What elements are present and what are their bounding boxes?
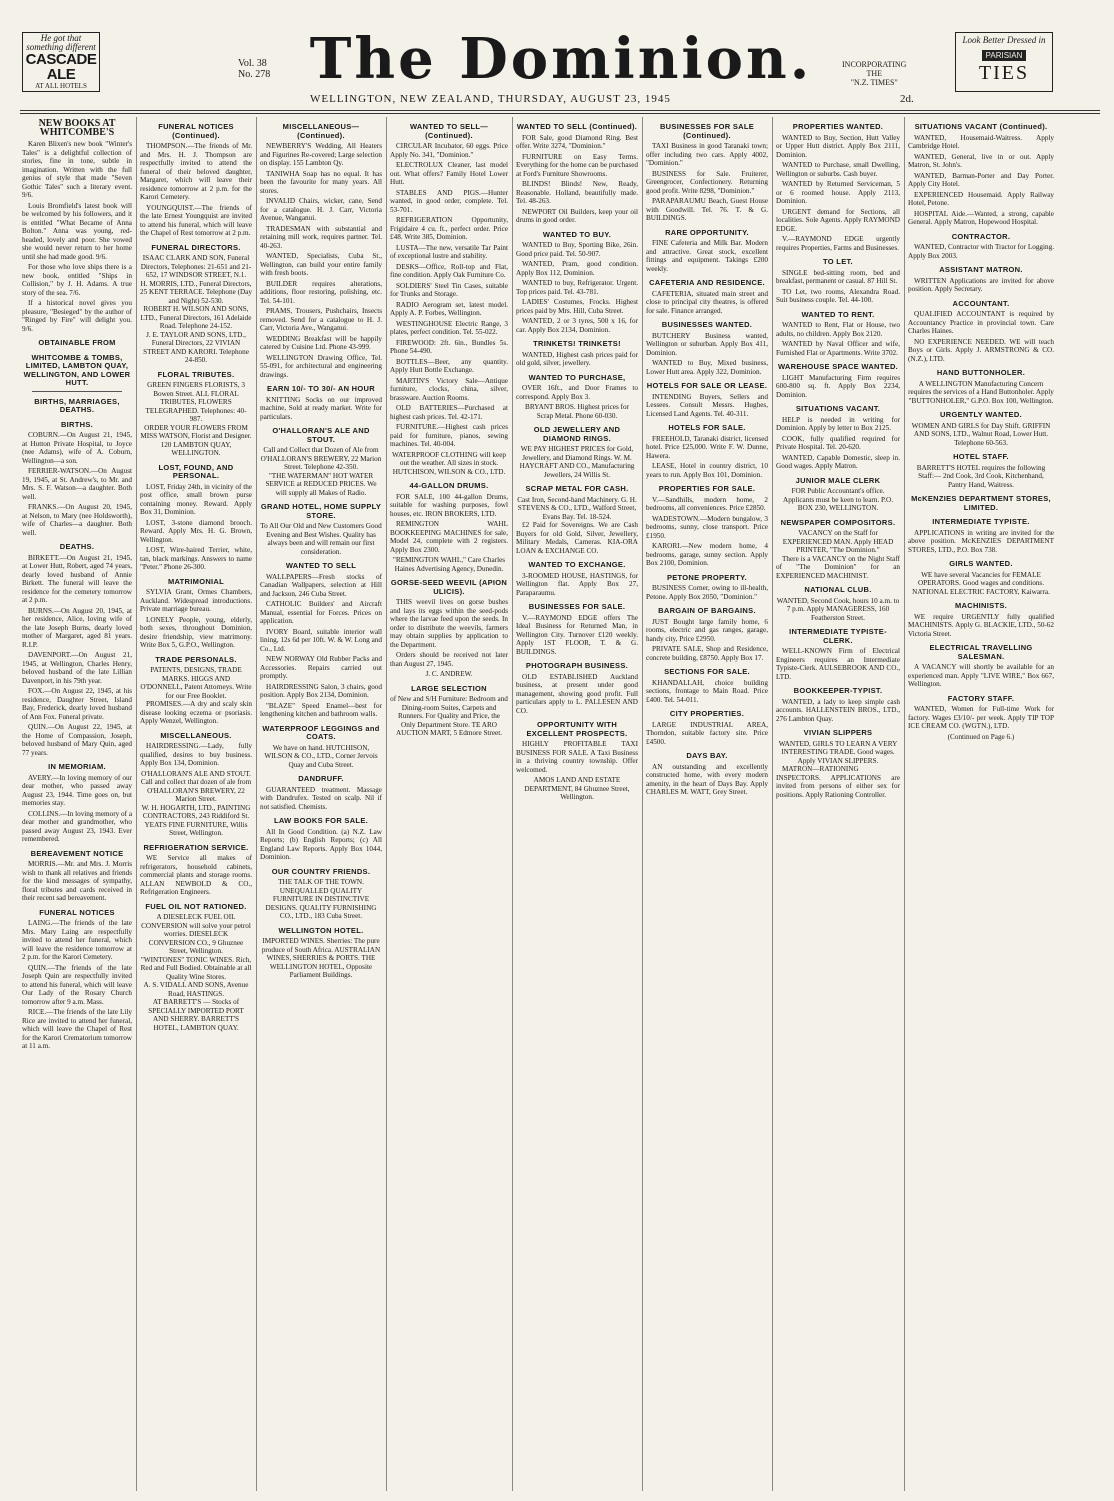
section-heading: WANTED TO RENT. <box>801 309 875 319</box>
notice-paragraph: PRIVATE SALE, Shop and Residence, concrete building, £8750. Apply Box 17. <box>646 645 768 662</box>
section-heading: WANTED TO SELL (Continued). <box>516 122 638 131</box>
notice-paragraph: SINGLE bed-sitting room, bed and breakfast, permanent or casual. 87 Hill St. <box>776 268 900 285</box>
notice-paragraph: URGENT demand for Sections, all localities. Sole Agents. Apply RAYMOND EDGE. <box>776 207 900 233</box>
column-separator <box>256 117 257 1491</box>
section-heading: OUR COUNTRY FRIENDS. <box>271 866 371 876</box>
masthead <box>0 0 1114 92</box>
notice-paragraph: A VACANCY will shortly be available for an experienced man. Apply "LIVE WIRE," Box 667, Wellington. <box>908 663 1054 688</box>
notice-paragraph: THIS weevil lives on gorse bushes and lays its eggs within the seed-pods where the larvae feed upon the seeds. In order to distribute the weevils, farmers may obtain supplies by application to the Department. <box>390 598 508 649</box>
column-2 <box>140 117 252 1491</box>
section-heading: MATRIMONIAL <box>167 576 225 586</box>
section-heading: BIRTHS, MARRIAGES, DEATHS. <box>34 396 120 414</box>
advert-paragraph: ROBERT H. WILSON AND SONS, LTD., Funeral Directors, 161 Adelaide Road. Telephone 24-152. <box>140 305 252 330</box>
notice-paragraph: WALLPAPERS—Fresh stocks of Canadian Wallpapers, selection at Hill and Jackson, 246 Cuba Street. <box>260 572 382 598</box>
notice-paragraph: THOMPSON.—The friends of Mr. and Mrs. H. J. Thompson are respectfully invited to attend the funeral of their beloved daughter, Margaret, which will leave their residence tomorrow at 2 p.m. for the Karori Cemetery. <box>140 142 252 201</box>
notice-paragraph: OLD ESTABLISHED Auckland business, at present under good management, showing good profit. Full particulars apply to L. PALLESEN AND CO. <box>516 672 638 715</box>
section-heading: DEATHS. <box>59 542 95 551</box>
continued-note: (Continued on Page 6.) <box>947 732 1015 741</box>
column-separator <box>512 117 513 1491</box>
notice-paragraph: WE require URGENTLY fully qualified MACHINISTS. Apply G. BLACKIE, LTD., 50-62 Victoria Street. <box>908 612 1054 638</box>
notice-paragraph: WEDDING Breakfast will be happily catered by Cuisine Ltd. Phone 43-999. <box>260 334 382 351</box>
notice-paragraph: FOR Sale, good Diamond Ring. Best offer. Write 3274, "Dominion." <box>516 133 638 150</box>
advert-paragraph: WE have several Vacancies for FEMALE OPERATORS. Good wages and conditions. NATIONAL ELECTRIC FACTORY, Kaiwarra. <box>912 570 1050 596</box>
notice-paragraph: WANTED, Highest cash prices paid for old gold, silver, jewellery. <box>516 350 638 367</box>
section-heading: BIRTHS. <box>60 419 94 429</box>
advert-paragraph: WOMEN AND GIRLS for Day Shift. GRIFFIN AND SONS, LTD., Walnut Road, Lower Hutt. Telephone 60-563. <box>911 421 1051 447</box>
notice-paragraph: COOK, fully qualified required for Private Hospital. Tel. 20-620. <box>776 434 900 451</box>
notice-paragraph: TO Let, two rooms, Alexandra Road. Suit business couple. Tel. 44-100. <box>776 287 900 304</box>
notice-paragraph: REFRIGERATION Opportunity, Frigidaire 4 cu. ft., perfect order. Price £48. Write 385, Dominion. <box>390 216 508 241</box>
notice-paragraph: WANTED, General, live in or out. Apply Matron, St. John's. <box>908 152 1054 169</box>
section-heading: IN MEMORIAM. <box>48 762 106 771</box>
notice-paragraph: OVER 16ft., and Door Frames to correspond. Apply Box 3. <box>516 384 638 401</box>
section-heading: VIVIAN SLIPPERS <box>803 728 873 737</box>
notice-paragraph: NEWBERRY'S Wedding, All Heaters and Figurines Re-covered; Large selection on display. 155 Lambton Qy. <box>260 142 382 167</box>
parisian-ties-advert <box>955 32 1053 92</box>
masthead-rule <box>20 110 1100 111</box>
section-heading: WANTED TO SELL <box>285 561 357 570</box>
incorporating-note <box>842 60 906 87</box>
section-heading: FLORAL TRIBUTES. <box>157 369 235 379</box>
section-heading: HOTEL STAFF. <box>953 452 1009 461</box>
notice-paragraph: LAING.—The friends of the late Mrs. Mary Laing are respectfully invited to attend her funeral, which will leave the residence tomorrow at 2 p.m. for the Karori Cemetery. <box>22 919 132 961</box>
notice-paragraph: PARAPARAUMU Beach, Guest House with Goodwill. Tel. 76. T. & G. BUILDINGS. <box>646 197 768 222</box>
section-heading: ASSISTANT MATRON. <box>939 265 1023 274</box>
article-paragraph: Karen Blixen's new book "Winter's Tales" is a delightful collection of stories, fine in tone, subtle in imagination. Written with the full genius of style that made "Seven Gothic Tales" such a literary event. 9/6. <box>22 140 132 199</box>
notice-paragraph: AVERY.—In loving memory of our dear mother, who passed away August 23, 1944. Time goes on, but memories stay. <box>22 773 132 807</box>
section-heading: 44-GALLON DRUMS. <box>409 481 489 490</box>
column-3 <box>260 117 382 1491</box>
section-heading: INTERMEDIATE TYPISTE-CLERK. <box>789 627 887 645</box>
section-heading: PHOTOGRAPH BUSINESS. <box>525 661 629 670</box>
section-heading: SECTIONS FOR SALE. <box>664 667 750 676</box>
section-heading: WATERPROOF LEGGINGS and COATS. <box>262 723 380 741</box>
notice-paragraph: "BLAZE" Speed Enamel—best for lengthening kitchen and bathroom walls. <box>260 701 382 718</box>
advert-paragraph: WE PAY HIGHEST PRICES for Gold, Jewellery, and Diamond Rings. W. M. HAYCRAFT AND CO., Manufacturing Jewellers, 24 Willis St. <box>519 445 635 479</box>
advert-paragraph: GUARANTEED treatment. Massage with Dandrufex. Tested on scalp. Nil if not satisfied. Chemists. <box>260 785 382 811</box>
notice-paragraph: LEASE, Hotel in country district, 10 years to run. Apply Box 101, Dominion. <box>646 462 768 479</box>
section-heading: BOOKKEEPER-TYPIST. <box>793 686 883 695</box>
notice-paragraph: LONELY People, young, elderly, both sexes, throughout Dominion, desire friendship, view matrimony. Write Box 5, G.P.O., Wellington. <box>140 615 252 649</box>
advert-paragraph: VACANCY on the Staff for EXPERIENCED MAN. Apply HEAD PRINTER, "The Dominion." <box>782 529 894 554</box>
advert-paragraph: To All Our Old and New Customers Good Evening and Best Wishes. Quality has always been and will remain our first consideration. <box>260 522 382 556</box>
advert-paragraph: "WINTONES" TONIC WINES. Rich, Red and Full Bodied. Obtainable at all Quality Wine Stores. <box>140 955 252 981</box>
advert-paragraph: THE TALK OF THE TOWN. UNEQUALLED QUALITY FURNITURE IN DISTINCTIVE DESIGNS. QUALITY FURNISHING CO., LTD., 183 Cuba Street. <box>265 878 377 920</box>
notice-paragraph: MARTIN'S Victory Sale—Antique furniture, clocks, china, silver, brassware. Auction Rooms. <box>390 376 508 402</box>
advert-paragraph: All In Good Condition. (a) N.Z. Law Reports; (b) English Reports; (c) All England Law Reports. Apply Box 1044, Dominion. <box>260 827 382 861</box>
advert-paragraph: H. MORRIS, LTD., Funeral Directors, 25 KENT TERRACE. Telephone (Day and Night) 52-530. <box>140 279 252 305</box>
notice-paragraph: COBURN.—On August 21, 1945, at Hutton Private Hospital, to Joyce (nee Adams), wife of A. Coburn, Wellington—a son. <box>22 431 132 465</box>
notice-paragraph: KHANDALLAH, choice building sections, frontage to Main Road. Price £400. Tel. 54-011. <box>646 678 768 704</box>
advert-paragraph: of New and S/H Furniture: Bedroom and Dining-room Suites, Carpets and Runners. For Quality and Price, the Only Department Store. TE ARO AUCTION MART, 5 Edmore Street. <box>390 695 508 737</box>
notice-paragraph: CAFETERIA, situated main street and close to principal city theatres, is offered for sale. Finance arranged. <box>646 289 768 315</box>
notice-paragraph: KNITTING Socks on our improved machine, Sold at ready market. Write for particulars. <box>260 395 382 421</box>
advert-paragraph: AT BARRETT'S — Stocks of SPECIALLY IMPORTED PORT AND SHERRY. BARRETT'S HOTEL, LAMBTON QUAY. <box>148 998 244 1032</box>
place-and-date: WELLINGTON, NEW ZEALAND, THURSDAY, AUGUST 23, 1945 <box>310 93 671 105</box>
notice-paragraph: FERRIER-WATSON.—On August 19, 1945, at St. Andrew's, to Mr. and Mrs. S. F. Watson—a daughter. Both well. <box>22 467 132 501</box>
section-heading: SITUATIONS VACANT. <box>795 404 881 413</box>
advert-brand: PARISIAN <box>982 50 1027 61</box>
column-6 <box>646 117 768 1491</box>
section-heading: WANTED TO BUY. <box>542 229 612 239</box>
column-1 <box>22 117 132 1491</box>
section-heading: HAND BUTTONHOLER. <box>936 368 1026 377</box>
column-separator <box>642 117 643 1491</box>
notice-paragraph: QUALIFIED ACCOUNTANT is required by Accountancy Practice in provincial town. Care Charles Haines. <box>908 310 1054 335</box>
section-heading: CONTRACTOR. <box>951 231 1011 241</box>
section-heading: RARE OPPORTUNITY. <box>665 227 749 237</box>
column-4 <box>390 117 508 1491</box>
section-heading: BUSINESSES WANTED. <box>661 320 753 329</box>
section-heading: SITUATIONS VACANT (Continued). <box>914 122 1048 131</box>
notice-paragraph: DAVENPORT.—On August 21, 1945, at Wellington, Charles Henry, beloved husband of the late Lillian Davenport, in his 79th year. <box>22 651 132 685</box>
notice-paragraph: WANTED, 2 or 3 tyres, 500 x 16, for car. Apply Box 2134, Dominion. <box>516 317 638 334</box>
notice-paragraph: V.—RAYMOND EDGE urgently requires Properties, Farms and Businesses. <box>776 235 900 252</box>
notice-paragraph: LARGE INDUSTRIAL AREA, Thorndon, suitable factory site. Price £4500. <box>646 720 768 746</box>
notice-paragraph: BUILDER requires alterations, additions, floor restoring, polishing, etc. Tel. 54-101. <box>260 279 382 305</box>
section-heading: FACTORY STAFF. <box>947 693 1015 703</box>
section-heading: URGENTLY WANTED. <box>940 410 1022 419</box>
notice-paragraph: Orders should be received not later than August 27, 1945. <box>390 651 508 668</box>
section-heading: ELECTRICAL TRAVELLING SALESMAN. <box>929 643 1033 661</box>
notice-paragraph: SYLVIA Grant, Ormes Chambers, Auckland. Widespread introductions. Private marriage bureau. <box>140 588 252 613</box>
notice-paragraph: WANTED to Buy, Sporting Bike, 26in. Good price paid. Tel. 50-907. <box>516 241 638 258</box>
advert-paragraph: FOR Public Accountant's office. Applicants must be keen to learn. P.O. BOX 230, WELLINGTON. <box>783 487 893 512</box>
section-heading: FUNERAL NOTICES <box>39 907 115 917</box>
notice-paragraph: QUIN.—On August 22, 1945, at the Home of Compassion, Joseph, beloved husband of Mary Quin, aged 77 years. <box>22 723 132 757</box>
notice-paragraph: V.—Sandhills, modern home, 2 bedrooms, all conveniences. Price £2850. <box>646 495 768 512</box>
notice-paragraph: TRADESMAN with substantial and retaining mill work, requires partner. Tel. 40-263. <box>260 224 382 250</box>
notice-paragraph: FURNITURE.—Highest cash prices paid for furniture, pianos, sewing machines. Tel. 40-004. <box>390 423 508 448</box>
notice-paragraph: FINE Cafeteria and Milk Bar. Modern and attractive. Great stock, excellent fittings and equipment. Takings £200 weekly. <box>646 239 768 273</box>
notice-paragraph: SOLDIERS' Steel Tin Cases, suitable for Trunks and Storage. <box>390 281 508 298</box>
advert-paragraph: BRYANT BROS. Highest prices for Scrap Metal. Phone 60-030. <box>525 403 629 420</box>
advert-paragraph: YEATS FINE FURNITURE, Willis Street, Wellington. <box>144 820 248 837</box>
section-heading: WANTED TO PURCHASE, <box>528 372 626 382</box>
advert-paragraph: We have on hand. HUTCHISON, WILSON & CO., LTD., Corner Jervois Quay and Cuba Street. <box>264 743 378 769</box>
notice-paragraph: LUSTA—The new, versatile Tar Paint of exceptional lustre and stability. <box>390 243 508 260</box>
section-heading: NEWSPAPER COMPOSITORS. <box>780 517 896 527</box>
section-heading: WANTED TO EXCHANGE. <box>528 560 626 569</box>
section-heading: WELLINGTON HOTEL. <box>278 925 364 935</box>
notice-paragraph: DESKS—Office, Roll-top and Flat, fine condition. Apply Oak Furniture Co. <box>390 262 508 279</box>
notice-paragraph: FOX.—On August 22, 1945, at his residence, Daughter Street, Island Bay, Frederick, dearly loved husband of Ann Fox. Funeral private. <box>22 687 132 721</box>
advert-paragraph: Cast Iron, Second-hand Machinery. G. H. STEVENS & CO., LTD., Walford Street, Evans Bay. Tel. 18-524. <box>517 495 637 521</box>
notice-paragraph: REMINGTON WAHL BOOKKEEPING MACHINES for sale, Model 24, complete with 2 registers. Apply Box 2300. <box>390 520 508 554</box>
advert-paragraph: ORDER YOUR FLOWERS FROM MISS WATSON, Florist and Designer. 120 LAMBTON QUAY, WELLINGTON. <box>140 423 252 457</box>
section-heading: JUNIOR MALE CLERK <box>795 475 881 485</box>
notice-paragraph: WESTINGHOUSE Electric Range, 3 plates, perfect condition. Tel. 55-022. <box>390 319 508 336</box>
section-heading: SCRAP METAL FOR CASH. <box>525 484 629 493</box>
advert-paragraph: W. H. HOGARTH, LTD., PAINTING CONTRACTORS, 243 Riddiford St. <box>141 803 251 820</box>
advert-paragraph: J. E. TAYLOR AND SONS, LTD., Funeral Directors, 22 VIVIAN STREET AND KARORI. Telephone 24-850. <box>143 330 249 364</box>
notice-paragraph: WANTED, Pram, good condition. Apply Box 112, Dominion. <box>516 260 638 277</box>
section-heading: DAYS BAY. <box>686 751 728 760</box>
article-paragraph: If a historical novel gives you pleasure, "Besieged" by the author of "Ringed by Fire" will delight you. 9/6. <box>22 299 132 333</box>
advert-tagline: He got that something different <box>26 33 96 52</box>
section-heading: PROPERTIES WANTED. <box>792 122 884 131</box>
section-heading: MISCELLANEOUS—(Continued). <box>282 122 360 140</box>
section-heading: PETONE PROPERTY. <box>666 572 748 582</box>
section-heading: WHITCOMBE & TOMBS, LIMITED, LAMBTON QUAY, WELLINGTON, AND LOWER HUTT. <box>23 352 131 387</box>
advert-paragraph: Call and Collect that Dozen of Ale from O'HALLORAN'S BREWERY, 22 Marion Street. Telephone 42-350. <box>260 446 382 471</box>
section-heading: FUEL OIL NOT RATIONED. <box>145 901 247 911</box>
notice-paragraph: PRAMS, Trousers, Pushchairs, Insects removed. Send for a catalogue to H. J. Carr, Victoria Ave., Wanganui. <box>260 307 382 332</box>
notice-paragraph: HOSPITAL Aide.—Wanted, a strong, capable General. Apply Matron, Hopewood Hospital. <box>908 209 1054 226</box>
price: 2d. <box>900 93 914 105</box>
notice-paragraph: WANTED, Women for Full-time Work for factory. Wages £3/10/- per week. Apply TIP TOP ICE CREAM CO. (WGTN.), LTD. <box>908 705 1054 730</box>
notice-paragraph: BUTCHERY Business wanted, Wellington or suburban. Apply Box 411, Dominion. <box>646 331 768 357</box>
section-heading: ACCOUNTANT. <box>952 298 1010 308</box>
section-heading: BUSINESSES FOR SALE. <box>528 602 626 611</box>
notice-paragraph: BOTTLES—Beer, any quantity. Apply Hutt Bottle Exchange. <box>390 357 508 374</box>
advert-brand: CASCADE <box>25 51 97 68</box>
section-heading: GRAND HOTEL, HOME SUPPLY STORE. <box>260 502 382 520</box>
notice-paragraph: £2 Paid for Sovereigns. We are Cash Buyers for old Gold, Silver, Jewellery, Military Medals, Cameras. KIA-ORA LOAN & EXCHANGE CO. <box>516 521 638 555</box>
advert-paragraph: WE Service all makes of refrigerators, household cabinets, commercial plants and storage rooms. ALLAN NEWBOLD & CO., Refrigeration Engineers. <box>140 854 252 896</box>
advert-paragraph: IMPORTED WINES. Sherries: The pure produce of South Africa. AUSTRALIAN WINES, SHERRIES & PORTS. THE WELLINGTON HOTEL, Opposite Parliament Buildings. <box>261 937 381 979</box>
section-heading: OPPORTUNITY WITH EXCELLENT PROSPECTS. <box>526 720 628 738</box>
notice-paragraph: MATRON—RATIONING INSPECTORS. APPLICATIONS are invited from persons of either sex for positions. Apply Rationing Controller. <box>776 765 900 799</box>
column-separator <box>136 117 137 1491</box>
notice-paragraph: INTENDING Buyers, Sellers and Lessees. Consult Messrs. Hughes, Licensed Land Agents. Tel. 40-311. <box>646 392 768 418</box>
section-heading: O'HALLORAN'S ALE AND STOUT. <box>272 426 370 444</box>
section-heading: FUNERAL NOTICES (Continued). <box>158 122 234 140</box>
section-heading: LOST, FOUND, AND PERSONAL. <box>158 462 234 480</box>
section-heading: REFRIGERATION SERVICE. <box>143 842 249 852</box>
notice-paragraph: YOUNGQUIST.—The friends of the late Ernest Youngquist are invited to attend his funeral, which will leave the Chapel of Rest tomorrow at 2 p.m. <box>140 203 252 237</box>
advert-paragraph: WANTED, Second Cook, hours 10 a.m. to 7 p.m. Apply MANAGERESS, 160 Featherston Street. <box>776 596 900 622</box>
notice-paragraph: BLINDS! Blinds! New, Ready, Reasonable. Holland, beautifully made. Tel. 48-263. <box>516 180 638 205</box>
notice-paragraph: WANTED to Buy, Section, Hutt Valley or Upper Hutt district. Apply Box 2111, Dominion. <box>776 133 900 159</box>
notice-paragraph: BIRKETT.—On August 21, 1945, at Lower Hutt, Robert, aged 74 years, dearly loved husband of Annie Birkett. The funeral will leave the residence for the cemetery tomorrow at 2 p.m. <box>22 553 132 604</box>
notice-paragraph: BURNS.—On August 20, 1945, at her residence, Alice, loving wife of the late Joseph Burns, dearly loved mother of Margaret, aged 81 years. R.I.P. <box>22 606 132 649</box>
section-heading: BUSINESSES FOR SALE (Continued). <box>659 122 755 140</box>
advert-paragraph: ISAAC CLARK AND SON, Funeral Directors, Telephones: 21-651 and 21-652, 17 WINDSOR STREET, N.1. <box>140 254 252 279</box>
notice-paragraph: WELLINGTON Drawing Office, Tel. 55-091, for architectural and engineering drawings. <box>260 353 382 379</box>
section-heading: TRINKETS! TRINKETS! <box>533 339 621 348</box>
notice-paragraph: WADESTOWN.—Modern bungalow, 3 bedrooms, sunny, close transport. Price £1950. <box>646 514 768 540</box>
notice-paragraph: WANTED, Barman-Porter and Day Porter. Apply City Hotel. <box>908 171 1054 188</box>
notice-paragraph: EXPERIENCED Housemaid. Apply Railway Hotel, Petone. <box>908 190 1054 207</box>
notice-paragraph: RICE.—The friends of the late Lily Rice are invited to attend her funeral, which will leave the Chapel of Rest for the Karori Crematorium tomorrow at 11 a.m. <box>22 1008 132 1050</box>
notice-paragraph: INVALID Chairs, wicker, cane, Send for a catalogue. H. J. Carr, Victoria Avenue, Wanganui. <box>260 197 382 222</box>
advert-paragraph: A DIESELECK FUEL OIL CONVERSION will solve your petrol worries. DIESELECK CONVERSION CO., 9 Ghuznee Street, Wellington. <box>141 913 251 955</box>
divider <box>32 391 122 392</box>
advert-brand-sub: ALE <box>46 66 76 83</box>
advert-tagline: Look Better Dressed in <box>962 35 1046 45</box>
section-heading: WANTED TO SELL—(Continued). <box>409 122 489 140</box>
section-heading: OLD JEWELLERY AND DIAMOND RINGS. <box>533 425 621 443</box>
notice-paragraph: OLD BATTERIES—Purchased at highest cash prices. Tel. 42-171. <box>390 404 508 421</box>
section-heading: TRADE PERSONALS. <box>155 654 237 664</box>
advert-paragraph: WATERPROOF CLOTHING will keep out the weather. All sizes in stock. HUTCHISON, WILSON & CO., LTD. <box>392 450 506 476</box>
section-heading: CAFETERIA AND RESIDENCE. <box>649 278 765 287</box>
advert-paragraph: O'HALLORAN'S ALE AND STOUT. Call and collect that dozen of ale from O'HALLORAN'S BREWERY, 22 Marion Street. <box>140 769 252 803</box>
section-heading: NATIONAL CLUB. <box>804 585 872 594</box>
advert-product: TIES <box>978 62 1030 84</box>
notice-paragraph: HAIRDRESSING.—Lady, fully qualified, desires to buy business. Apply Box 134, Dominion. <box>140 742 252 767</box>
notice-paragraph: FREEHOLD, Taranaki district, licensed hotel. Price £25,000. Write F. W. Dunne, Hawera. <box>646 434 768 460</box>
section-heading: BEREAVEMENT NOTICE <box>30 848 124 858</box>
article-paragraph: Louis Bromfield's latest book will be welcomed by his followers, and it is entitled "What Became of Anna Bolton." Anna was young, red-headed, lovely and poor. She vowed she would never return to her home until she had made good. 9/6. <box>22 201 132 261</box>
notice-paragraph: LIGHT Manufacturing Firm requires 600-800 sq. ft. Apply Box 2234, Dominion. <box>776 373 900 399</box>
incorporating-line-2: THE <box>866 69 882 78</box>
notice-paragraph: PROMISES.—A dry and scaly skin disease looking eczema or psoriasis. Apply Wenzel, Wellington. <box>140 700 252 725</box>
notice-paragraph: LOST, 3-stone diamond brooch. Reward. Apply Mrs. H. G. Brown, Wellington. <box>140 518 252 544</box>
section-heading: OBTAINABLE FROM <box>38 338 116 347</box>
section-heading: INTERMEDIATE TYPISTE. <box>932 517 1030 526</box>
section-heading: DANDRUFF. <box>298 774 344 783</box>
advert-paragraph: PATENTS, DESIGNS, TRADE MARKS. HIGGS AND O'DONNELL, Patent Attorneys. Write for our Free Booklet. <box>140 666 252 700</box>
column-7 <box>776 117 900 1491</box>
notice-paragraph: WANTED to Purchase, small Dwelling, Wellington or suburbs. Cash buyer. <box>776 161 900 178</box>
notice-paragraph: WANTED by Returned Serviceman, 5 or 6 roomed house. Apply 2113, Dominion. <box>776 180 900 205</box>
section-heading: McKENZIES DEPARTMENT STORES, LIMITED. <box>911 494 1051 512</box>
notice-paragraph: BUSINESS for Sale. Fruiterer, Greengrocer, Confectionery. Returning good profit. Write 8298, "Dominion." <box>646 169 768 195</box>
notice-paragraph: FRANKS.—On August 20, 1945, at Nelson, to Mary (nee Holdsworth), wife of Charles—a daughter. Both well. <box>22 503 132 537</box>
issue-number: No. 278 <box>238 69 271 80</box>
notice-paragraph: HELP is needed in writing for Dominion. Apply by letter to Box 2125. <box>776 415 900 432</box>
notice-paragraph: IVORY Board, suitable interior wall lining, 12s 6d per 10ft. W. & W. Long and Co., Ltd. <box>260 627 382 653</box>
notice-paragraph: FIREWOOD: 2ft. 6in., Bundles 5s. Phone 54-490. <box>390 338 508 355</box>
notice-paragraph: LOST, Friday 24th, in vicinity of the post office, small brown purse containing money. Reward. Apply Box 31, Dominion. <box>140 482 252 516</box>
notice-paragraph: COLLINS.—In loving memory of a dear mother and grandmother, who passed away August 23, 1943. Ever remembered. <box>22 809 132 843</box>
notice-paragraph: BUSINESS Corner, owing to ill-health, Petone. Apply Box 2050, "Dominion." <box>646 584 768 601</box>
notice-paragraph: ELECTROLUX Cleaner, last model out. What offers? Family Hotel Lower Hutt. <box>390 161 508 186</box>
advert-paragraph: BARRETT'S HOTEL requires the following Staff:— 2nd Cook, 3rd Cook, Kitchenhand, Pantry Hand, Waitress. <box>916 463 1046 489</box>
signature-line: J. C. ANDREW. <box>425 670 473 678</box>
section-heading: FUNERAL DIRECTORS. <box>151 242 241 252</box>
notice-paragraph: WANTED, Housemaid-Waitress. Apply Cambridge Hotel. <box>908 133 1054 150</box>
advert-paragraph: A WELLINGTON Manufacturing Concern requires the services of a Hand Buttonholer. Apply "BUTTONHOLER," G.P.O. Box 100, Wellington. <box>908 379 1054 405</box>
column-8 <box>908 117 1054 1491</box>
notice-paragraph: TANIWHA Soap has no equal. It has been the favourite for many years. All stores. <box>260 169 382 195</box>
column-separator <box>904 117 905 1491</box>
notice-paragraph: WANTED, a lady to keep simple cash accounts. HALLENSTEIN BROS., LTD., 276 Lambton Quay. <box>776 697 900 723</box>
advert-paragraph: AMOS LAND AND ESTATE DEPARTMENT, 84 Ghuznee Street, Wellington. <box>524 776 630 801</box>
section-heading: EARN 10/- TO 30/- AN HOUR <box>267 384 375 393</box>
volume-number: Vol. 38 <box>238 58 267 69</box>
newspaper-title: The Dominion. <box>309 26 813 92</box>
notice-paragraph: NEW NORWAY Old Rubber Packs and Accessories. Repairs carried out promptly. <box>260 655 382 680</box>
section-heading: CITY PROPERTIES. <box>669 709 745 718</box>
incorporating-line-3: "N.Z. TIMES" <box>850 78 898 87</box>
notice-paragraph: JUST Bought large family home, 6 rooms, electric and gas ranges, garage, handy city, Price £2950. <box>646 617 768 643</box>
notice-paragraph: AN outstanding and excellently constructed home, with every modern amenity, in the heart of Days Bay. Apply CHARLES M. WATT, Grey Street. <box>646 762 768 796</box>
notice-paragraph: CIRCULAR Incubator, 60 eggs. Price Apply No. 341, "Dominion." <box>390 142 508 159</box>
notice-paragraph: WANTED, Specialists, Cuba St., Wellington, can build your entire family with fresh boots. <box>260 252 382 277</box>
notice-paragraph: WANTED to Buy, Mixed business, Lower Hutt area. Apply 322, Dominion. <box>646 359 768 376</box>
incorporating-line-1: INCORPORATING <box>842 60 907 69</box>
section-heading: HOTELS FOR SALE OR LEASE. <box>646 381 768 390</box>
advert-paragraph: "THE WATERMAN" HOT WATER SERVICE at REDUCED PRICES. We will supply all Makes of Radio. <box>265 471 377 497</box>
dateline <box>240 93 940 107</box>
notice-paragraph: QUIN.—The friends of the late Joseph Quin are respectfully invited to attend his funeral, which will leave Our Lady of the Rosary Church tomorrow after 9 a.m. Mass. <box>22 963 132 1006</box>
section-heading: NEW BOOKS AT WHITCOMBE'S <box>38 118 116 138</box>
notice-paragraph: HAIRDRESSING Salon, 3 chairs, good position. Apply Box 2134, Dominion. <box>260 682 382 699</box>
section-heading: WAREHOUSE SPACE WANTED. <box>777 362 899 371</box>
notice-paragraph: WANTED to buy, Refrigerator. Urgent. Top prices paid. Tel. 43-781. <box>516 279 638 296</box>
notice-paragraph: RADIO Aerogram set, latest model. Apply A. P. Forbes, Wellington. <box>390 300 508 317</box>
volume-info <box>238 58 270 80</box>
notice-paragraph: MORRIS.—Mr. and Mrs. J. Morris wish to thank all relatives and friends for the kind messages of sympathy, floral tributes and cards received in their recent sad bereavement. <box>22 860 132 902</box>
masthead-rule-2 <box>20 113 1100 114</box>
notice-paragraph: WANTED by Naval Officer and wife, Furnished Flat or Apartments. Write 3702. <box>776 340 900 357</box>
column-separator <box>772 117 773 1491</box>
section-heading: LARGE SELECTION <box>411 683 487 693</box>
notice-paragraph: 3-ROOMED HOUSE, HASTINGS, for Wellington flat. Apply Box 27, Paraparaumu. <box>516 571 638 597</box>
section-heading: GORSE-SEED WEEVIL (APION ULICIS). <box>390 578 508 596</box>
notice-paragraph: WELL-KNOWN Firm of Electrical Engineers requires an Intermediate Typiste-Clerk. AULSEBROOK AND CO., LTD. <box>776 647 900 681</box>
notice-paragraph: CATHOLIC Builders' and Aircraft Manual, essential for Forces. Prices on application. <box>260 600 382 625</box>
section-heading: HOTELS FOR SALE. <box>668 423 746 432</box>
advert-paragraph: "REMINGTON WAHL," Care Charles Haines Advertising Agency, Dunedin. <box>392 556 506 573</box>
advert-paragraph: WANTED, GIRLS TO LEARN A VERY INTERESTING TRADE. Good wages. Apply VIVIAN SLIPPERS. <box>778 739 898 765</box>
advert-paragraph: GREEN FINGERS FLORISTS, 3 Bowen Street. ALL FLORAL TRIBUTES, FLOWERS TELEGRAPHED. Telephones: 40-987. <box>145 381 247 423</box>
section-heading: GIRLS WANTED. <box>949 559 1013 568</box>
section-heading: MISCELLANEOUS. <box>160 730 232 740</box>
section-heading: MACHINISTS. <box>954 601 1008 610</box>
section-heading: TO LET. <box>823 257 853 266</box>
notice-paragraph: APPLICATIONS in writing are invited for the above position. McKENZIES DEPARTMENT STORES, LTD., P.O. Box 738. <box>908 528 1054 554</box>
article-paragraph: For those who love ships there is a new book, entitled "Ships in Collision," by J. H. Adams. A true story of the sea. 7/6. <box>22 263 132 297</box>
notice-paragraph: WANTED, Contractor with Tractor for Logging. Apply Box 2003. <box>908 243 1054 260</box>
advert-paragraph: A. S. VIDALL AND SONS, Avenue Road, HASTINGS. <box>143 981 249 998</box>
notice-paragraph: FOR SALE, 100 44-gallon Drums, suitable for washing purposes, fowl houses, etc. IRON BROKERS, LTD. <box>390 492 508 518</box>
notice-paragraph: WRITTEN Applications are invited for above position. Apply Secretary. <box>908 276 1054 293</box>
section-heading: BARGAIN OF BARGAINS. <box>658 606 756 615</box>
section-heading: PROPERTIES FOR SALE. <box>658 484 756 493</box>
notice-paragraph: TAXI Business in good Taranaki town; offer including two cars. Apply 4002, "Dominion." <box>646 142 768 167</box>
advert-footer: AT ALL HOTELS <box>35 82 87 90</box>
notice-paragraph: STABLES AND PIGS.—Hunter wanted, in good order, complete. Tel. 53-701. <box>390 188 508 214</box>
column-5 <box>516 117 638 1491</box>
notice-paragraph: V.—RAYMOND EDGE offers The Ideal Business for Returned Man, in Wellington City. Turnover £120 weekly. Apply 1ST FLOOR, T. & G. BUILDINGS. <box>516 613 638 656</box>
notice-paragraph: KARORI.—New modern home, 4 bedrooms, garage, sunny section. Apply Box 2100, Dominion. <box>646 542 768 567</box>
notice-paragraph: NO EXPERIENCE NEEDED. WE will teach Boys or Girls. Apply J. ARMSTRONG & CO. (N.Z.), LTD. <box>908 337 1054 363</box>
notice-paragraph: LOST, Wire-haired Terrier, white, tan, black markings. Answers to name "Peter." Phone 26-300. <box>140 546 252 571</box>
notice-paragraph: WANTED, Capable Domestic, sleep in. Good wages. Apply Matron. <box>776 453 900 470</box>
column-separator <box>386 117 387 1491</box>
notice-paragraph: There is a VACANCY on the Night Staff of "The Dominion" for an EXPERIENCED MACHINIST. <box>776 554 900 580</box>
section-heading: LAW BOOKS FOR SALE. <box>273 816 369 825</box>
notice-paragraph: NEWPORT Oil Builders, keep your oil drums in good order. <box>516 207 638 224</box>
notice-paragraph: WANTED to Rent, Flat or House, two adults, no children. Apply Box 2120. <box>776 321 900 338</box>
notice-paragraph: HIGHLY PROFITABLE TAXI BUSINESS FOR SALE. A Taxi Business in a thriving country township. Offer welcomed. <box>516 740 638 774</box>
cascade-ale-advert <box>22 32 100 92</box>
notice-paragraph: LADIES' Costumes, Frocks. Highest prices paid by Mrs. Hill, Cuba Street. <box>516 298 638 315</box>
notice-paragraph: FURNITURE on Easy Terms. Everything for the home can be purchased at Ford's Furniture Showrooms. <box>516 152 638 178</box>
